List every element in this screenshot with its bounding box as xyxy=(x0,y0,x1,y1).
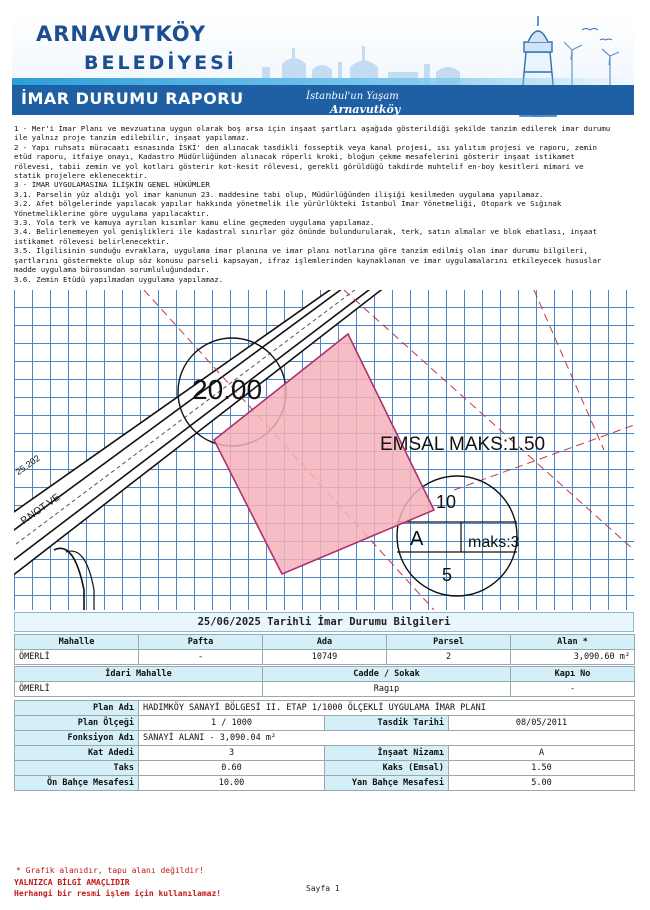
pafta-value: - xyxy=(139,650,263,665)
kapi-no-header: Kapı No xyxy=(511,667,635,682)
kaks-value: 1.50 xyxy=(449,761,635,776)
note-line: istikamet rölevesi belirlenecektir. xyxy=(14,236,170,246)
insaat-nizami-value: A xyxy=(449,746,635,761)
ada-value: 10749 xyxy=(263,650,387,665)
slogan-line1: İstanbul'un Yaşam xyxy=(306,91,399,102)
mahalle-header: Mahalle xyxy=(15,635,139,650)
info-title: 25/06/2025 Tarihli İmar Durumu Bilgileri xyxy=(14,612,634,632)
cadde-sokak-value: Ragıp xyxy=(263,682,511,697)
mahalle-value: ÖMERLİ xyxy=(15,650,139,665)
note-line: 3.2. Afet bölgelerinde yapılacak yapılar hakkında yönetmelik ile yürürlükteki İstanbul İmar Yönetmeliği, Otopark ve Sığınak xyxy=(14,199,562,209)
note-line: 1 - Mer'i İmar Planı ve mevzuatına uygun olarak boş arsa için inşaat şartları aşağıda gösterildiği şekilde tanzim edilerek imar durumu xyxy=(14,124,611,133)
parcel-info-table xyxy=(14,634,635,665)
table-row xyxy=(15,682,635,697)
kaks-label: Kaks (Emsal) xyxy=(325,761,449,776)
table-row xyxy=(15,776,635,791)
road-width-label: 20.00 xyxy=(192,374,263,405)
table-row xyxy=(15,701,635,716)
plan-adi-label: Plan Adı xyxy=(15,701,139,716)
yan-bahce-value: 5.00 xyxy=(449,776,635,791)
graphic-area-note: * Grafik alanıdır, tapu alanı değildir! xyxy=(16,866,204,875)
table-row xyxy=(15,761,635,776)
fonksiyon-adi-label: Fonksiyon Adı xyxy=(15,731,139,746)
slogan-line2: Arnavutköy xyxy=(330,103,401,116)
front-setback-label: 10 xyxy=(436,492,457,512)
note-line: 3 - İMAR UYGULAMASINA İLİŞKİN GENEL HÜKÜMLER xyxy=(14,180,210,190)
alan-value: 3,090.60 m² xyxy=(511,650,635,665)
kat-adedi-value: 3 xyxy=(139,746,325,761)
idari-mahalle-header: İdari Mahalle xyxy=(15,667,263,682)
plan-info-table xyxy=(14,700,635,791)
date-fragment-label: 25.202 xyxy=(14,453,42,477)
table-row xyxy=(15,731,635,746)
cadde-sokak-header: Cadde / Sokak xyxy=(263,667,511,682)
plan-olcegi-value: 1 / 1000 xyxy=(139,716,325,731)
kat-adedi-label: Kat Adedi xyxy=(15,746,139,761)
side-setback-label: 5 xyxy=(442,565,453,585)
note-line: statik projelere eklenecektir. xyxy=(14,171,148,181)
note-line: 3.1. Parselin yüz aldığı yol imar kanunun 23. maddesine tabi olup, Müdürlüğünden ilişiği kesilmeden uygulama yapılamaz. xyxy=(14,189,544,199)
info-only-note: YALNIZCA BİLGİ AMAÇLIDIR xyxy=(14,878,130,887)
note-line: Yönetmeliklerine göre uygulama yapılacaktır. xyxy=(14,208,210,218)
note-line: 3.5. İlgilisinin sunduğu evraklara, uygulama imar planına ve imar planı notlarına göre tanzim edilmiş olan imar durumu bilgileri, xyxy=(14,246,588,256)
note-line: madde uygulama bürosundan sorumluluğundadır. xyxy=(14,265,210,275)
idari-mahalle-value: ÖMERLİ xyxy=(15,682,263,697)
table-row xyxy=(15,635,635,650)
ada-header: Ada xyxy=(263,635,387,650)
note-line: 3.4. Belirlenemeyen yol genişlikleri ile kadastral sınırlar göz önünde bulundurularak, terk, satın almalar ve blok ebatlası, inşaat xyxy=(14,227,597,237)
report-header xyxy=(12,12,634,122)
report-title: İMAR DURUMU RAPORU xyxy=(21,89,244,108)
parsel-value: 2 xyxy=(387,650,511,665)
table-row xyxy=(15,716,635,731)
zoning-map xyxy=(14,290,634,610)
plan-olcegi-label: Plan Ölçeği xyxy=(15,716,139,731)
plan-adi-value: HADIMKÖY SANAYİ BÖLGESİ II. ETAP 1/1000 ÖLÇEKLİ UYGULAMA İMAR PLANI xyxy=(139,701,635,716)
insaat-nizami-label: İnşaat Nizamı xyxy=(325,746,449,761)
parsel-header: Parsel xyxy=(387,635,511,650)
note-line: 3.6. Zemin Etüdü yapılmadan uygulama yapılamaz. xyxy=(14,274,224,284)
note-line: 2 - Yapı ruhsatı müracaatı esnasında İSKİ' den alınacak tasdikli fosseptik veya kanal projesi, ısı yalıtım projesi ve raporu, zemin xyxy=(14,142,597,152)
zone-letter-label: A xyxy=(410,528,424,550)
max-floors-label: maks:3 xyxy=(468,534,520,551)
note-line: etüd raporu, itfaiye onayı, Kadastro Müdürlüğünden alınacak röperli kroki, bloğun çekme mesafelerini gösterir inşaat istikamet xyxy=(14,152,575,162)
note-line: 3.3. Yola terk ve kamuya ayrılan kısımlar kamu eline geçmeden uygulama yapılamaz. xyxy=(14,218,375,228)
note-line: rölevesi, tabii zemin ve yol kotları gösterir kot-kesit rölevesi, gerekli görüldüğü takdirde muhtelif en-boy kesitleri mimari ve xyxy=(14,161,584,171)
on-bahce-label: Ön Bahçe Mesafesi xyxy=(15,776,139,791)
table-row xyxy=(15,746,635,761)
address-table xyxy=(14,666,635,697)
page-number: Sayfa 1 xyxy=(306,884,340,893)
road-code-label: P.NOT VE xyxy=(18,492,63,527)
not-official-note: Herhangi bir resmi işlem için kullanılamaz! xyxy=(14,889,222,898)
table-row xyxy=(15,650,635,665)
emsal-label: EMSAL MAKS:1.50 xyxy=(380,434,546,455)
municipality-name-line1: ARNAVUTKÖY xyxy=(36,22,207,46)
on-bahce-value: 10.00 xyxy=(139,776,325,791)
yan-bahce-label: Yan Bahçe Mesafesi xyxy=(325,776,449,791)
note-line: ile yalnız proje tanzim edilebilir, inşaat yapılamaz. xyxy=(14,133,250,143)
tasdik-tarihi-value: 08/05/2011 xyxy=(449,716,635,731)
municipality-name-line2: BELEDİYESİ xyxy=(84,52,237,74)
pafta-header: Pafta xyxy=(139,635,263,650)
taks-label: Taks xyxy=(15,761,139,776)
fonksiyon-adi-value: SANAYİ ALANI - 3,090.04 m² xyxy=(139,731,635,746)
kapi-no-value: - xyxy=(511,682,635,697)
report-notes xyxy=(14,124,634,282)
note-line: şartlarını göstermekte olup söz konusu parseli kapsayan, ifraz işlemlerinden kaynaklanan ve imar uygulamalarını etkileyecek hususlar xyxy=(14,255,602,265)
taks-value: 0.60 xyxy=(139,761,325,776)
tasdik-tarihi-label: Tasdik Tarihi xyxy=(325,716,449,731)
table-row xyxy=(15,667,635,682)
alan-header: Alan * xyxy=(511,635,635,650)
